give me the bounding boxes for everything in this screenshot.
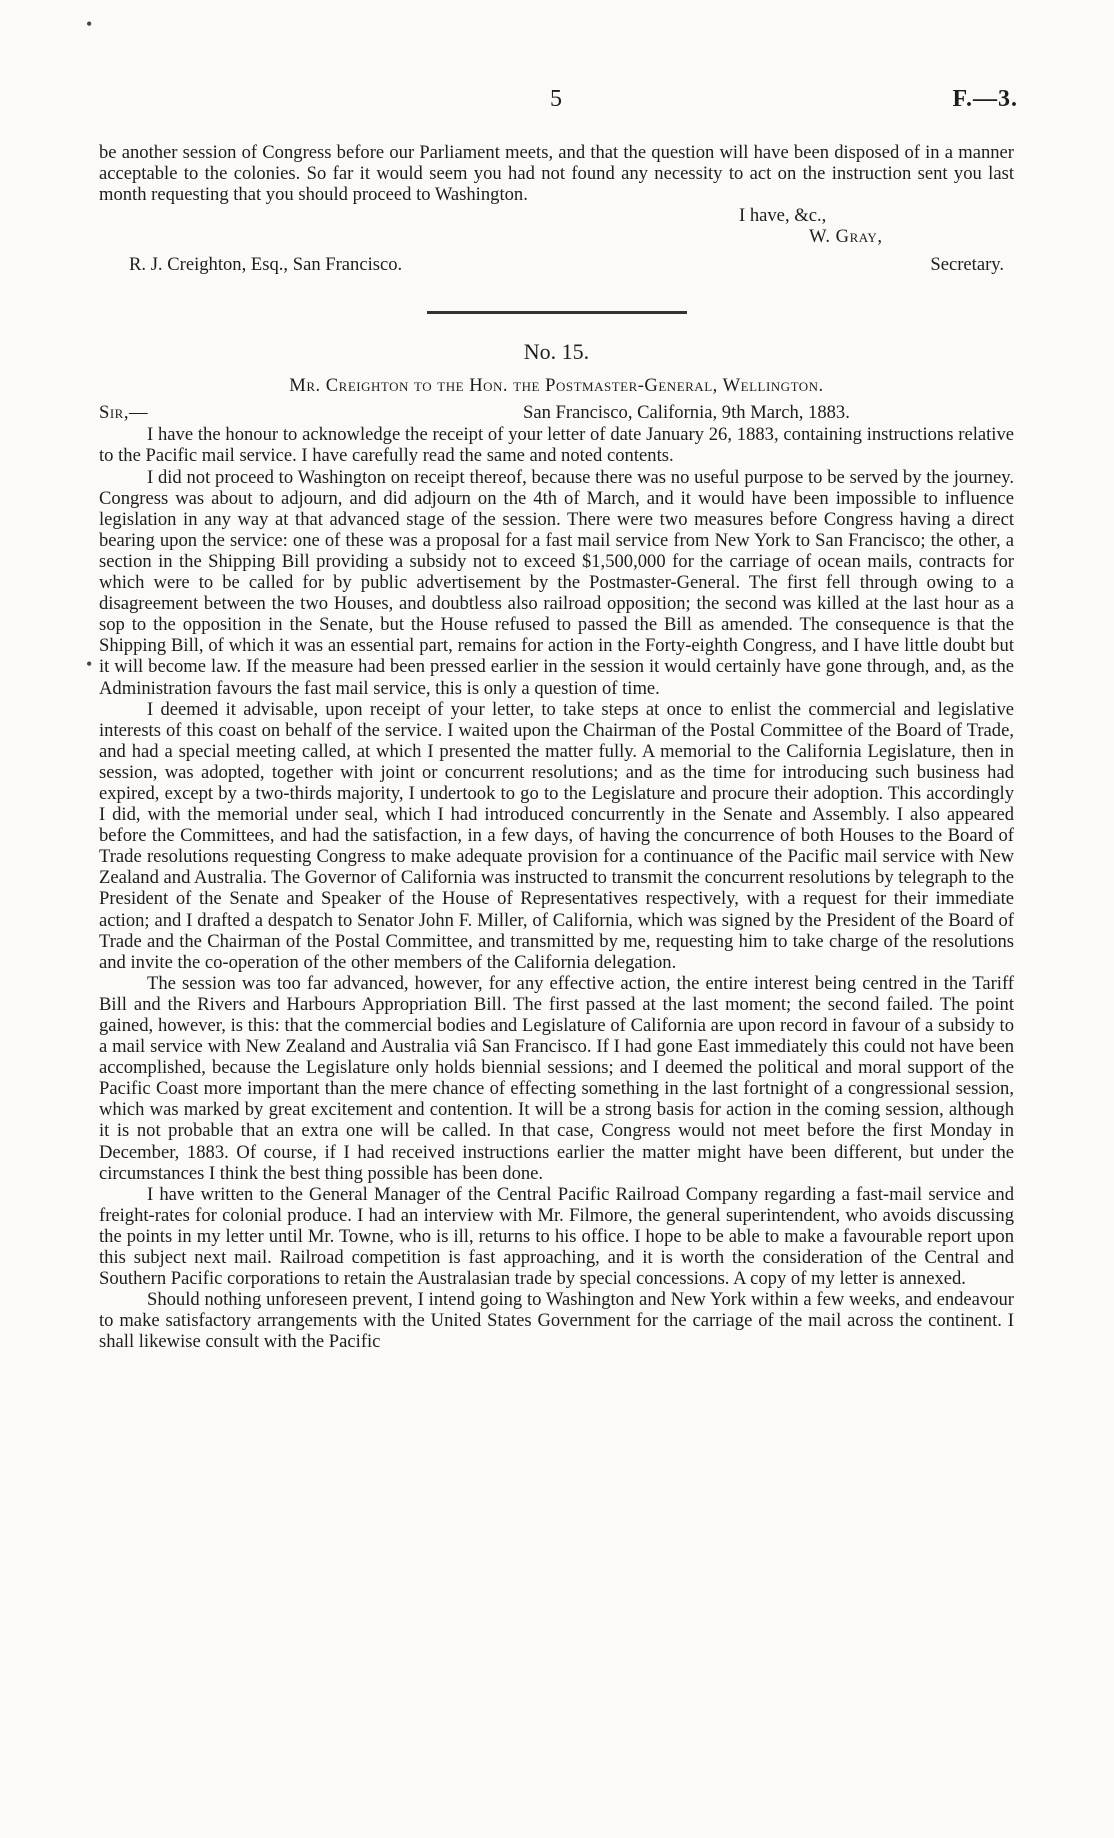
letter-number: No. 15. [523,339,590,365]
section-divider [427,311,687,314]
prev-letter-closing [99,205,1014,275]
letter-address-line: Mr. Creighton to the Hon. the Postmaster-General, Wellington. [289,375,824,397]
paragraph-6: Should nothing unforeseen prevent, I intend going to Washington and New York within a few weeks, and endeavour to make satisfactory arrangements with the United States Government for the carriage of the mail across the continent. I shall likewise consult with the Pacific [99,1289,1014,1353]
signatory-title: Secretary. [930,254,1004,276]
addressee: R. J. Creighton, Esq., San Francisco. [129,254,403,276]
paragraph-4: The session was too far advanced, however, for any effective action, the entire interest being centred in the Tariff Bill and the Rivers and Harbours Appropriation Bill. The first passed at the last moment; the second failed. The point gained, however, is this: that the commercial bodies and Legislature of California are upon record in favour of a subsidy to a mail service with New Zealand and Australia viâ San Francisco. If I had gone East immediately this could not have been accomplished, because the Legislature only holds biennial sessions; and I deemed the political and moral support of the Pacific Coast more important than the mere chance of effecting something in the last fortnight of a congressional session, which was marked by great excitement and contention. It will be a strong basis for action in the coming session, although it is not probable that an extra one will be called. In that case, Congress would not meet before the first Monday in December, 1883. Of course, if I had received instructions earlier the matter might have been different, but under the circumstances I think the best thing possible has been done. [99,972,1014,1184]
paragraph-5: I have written to the General Manager of the Central Pacific Railroad Company regarding a fast-mail service and freight-rates for colonial produce. I had an interview with Mr. Filmore, the general superintendent, who avoids discussing the points in my letter until Mr. Towne, who is ill, returns to his office. I hope to be able to make a favourable report upon this subject next mail. Railroad competition is fast approaching, and it is worth the consideration of the Central and Southern Pacific corporations to retain the Australasian trade by special concessions. A copy of my letter is annexed. [99,1183,1014,1290]
salutation: Sir,— [99,402,149,424]
page-number: 5 [550,86,562,112]
stray-mark-margin: • [86,654,93,674]
place-date: San Francisco, California, 9th March, 1883. [523,402,850,424]
paragraph-1: I have the honour to acknowledge the receipt of your letter of date January 26, 1883, containing instructions relative to the Pacific mail service. I have carefully read the same and noted contents. [99,424,1014,467]
document-code: F.—3. [952,86,1018,112]
prev-letter-text: be another session of Congress before our Parliament meets, and that the question will have been disposed of in a manner acceptable to the colonies. So far it would seem you had not found any necessity to act on the instruction sent you last month requesting that you should proceed to Washington. [99,142,1014,206]
paragraph-2: I did not proceed to Washington on receipt thereof, because there was no useful purpose to be served by the journey. Congress was about to adjourn, and did adjourn on the 4th of March, and it would have been impossible to influence legislation in any way at that advanced stage of the session. There were two measures before Congress having a direct bearing upon the service: one of these was a proposal for a fast mail service from New York to San Francisco; the other, a section in the Shipping Bill providing a subsidy not to exceed $1,500,000 for the carriage of ocean mails, contracts for which were to be called for by public advertisement by the Postmaster-General. The first fell through owing to a disagreement between the two Houses, and doubtless also railroad opposition; the second was killed at the last hour as a sop to the opposition in the Senate, but the House refused to passed the Bill as amended. The consequence is that the Shipping Bill, of which it was an essential part, remains for action in the Forty-eighth Congress, and I have little doubt but it will become law. If the measure had been pressed earlier in the session it would certainly have gone through, and, as the Administration favours the fast mail service, this is only a question of time. [99,466,1014,699]
signature: W. Gray, [809,226,883,248]
page-content [99,142,1014,1353]
salutation-line [99,402,1014,424]
page-header [0,86,1114,116]
paragraph-3: I deemed it advisable, upon receipt of your letter, to take steps at once to enlist the commercial and legislative interests of this coast on behalf of the service. I waited upon the Chairman of the Postal Committee of the Board of Trade, and had a special meeting called, at which I presented the matter fully. A memorial to the California Legislature, then in session, was adopted, together with joint or concurrent resolutions; and as the time for introducing such business had expired, except by a two-thirds majority, I undertook to go to the Legislature and procure their adoption. This accordingly I did, with the memorial under seal, which I had introduced concurrently in the Senate and Assembly. I also appeared before the Committees, and had the satisfaction, in a few days, of having the concurrence of both Houses to the Board of Trade resolutions requesting Congress to make adequate provision for a continuance of the Pacific mail service with New Zealand and Australia. The Governor of California was instructed to transmit the concurrent resolutions by telegraph to the President of the Senate and Speaker of the House of Representatives respectively, with a request for their immediate action; and I drafted a despatch to Senator John F. Miller, of California, which was signed by the President of the Board of Trade and the Chairman of the Postal Committee, and transmitted by me, requesting him to take charge of the resolutions and invite the co-operation of the other members of the California delegation. [99,698,1014,973]
stray-mark: • [86,14,93,34]
closing-phrase: I have, &c., [739,205,827,227]
